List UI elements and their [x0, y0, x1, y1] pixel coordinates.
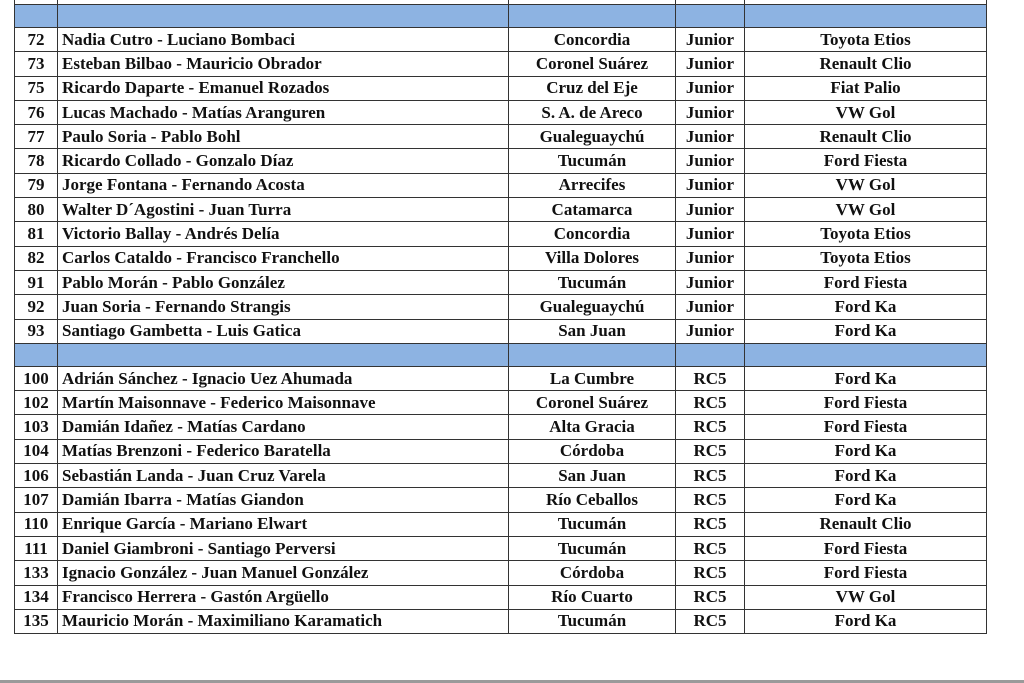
city-cell: Alta Gracia [509, 415, 676, 439]
crew-cell: Damián Ibarra - Matías Giandon [58, 488, 509, 512]
car-number-cell: 103 [15, 415, 58, 439]
car-model-cell: VW Gol [745, 173, 987, 197]
crew-cell: Daniel Giambroni - Santiago Perversi [58, 536, 509, 560]
car-number-cell: 107 [15, 488, 58, 512]
crew-cell: Sebastián Landa - Juan Cruz Varela [58, 464, 509, 488]
table-row [15, 536, 987, 560]
separator-cell [745, 5, 987, 28]
category-cell: RC5 [676, 391, 745, 415]
category-cell: Junior [676, 173, 745, 197]
car-number-cell: 100 [15, 366, 58, 390]
crew-cell: Martín Maisonnave - Federico Maisonnave [58, 391, 509, 415]
crew-cell: Adrián Sánchez - Ignacio Uez Ahumada [58, 366, 509, 390]
table-row [15, 415, 987, 439]
category-cell: Junior [676, 149, 745, 173]
crew-cell: Carlos Cataldo - Francisco Franchello [58, 246, 509, 270]
city-cell: Tucumán [509, 536, 676, 560]
car-number-cell: 72 [15, 28, 58, 52]
separator-cell [676, 5, 745, 28]
separator-cell [58, 343, 509, 366]
car-model-cell: Renault Clio [745, 512, 987, 536]
car-number-cell: 110 [15, 512, 58, 536]
table-row [15, 609, 987, 633]
table-row [15, 464, 987, 488]
city-cell: Concordia [509, 222, 676, 246]
separator-cell [15, 5, 58, 28]
category-cell: Junior [676, 198, 745, 222]
car-model-cell: Ford Ka [745, 439, 987, 463]
city-cell: Tucumán [509, 609, 676, 633]
car-model-cell: VW Gol [745, 100, 987, 124]
crew-cell: Paulo Soria - Pablo Bohl [58, 125, 509, 149]
table-row [15, 270, 987, 294]
crew-cell: Esteban Bilbao - Mauricio Obrador [58, 52, 509, 76]
car-model-cell: Ford Fiesta [745, 149, 987, 173]
table-row [15, 319, 987, 343]
category-cell: RC5 [676, 464, 745, 488]
car-model-cell: Ford Ka [745, 464, 987, 488]
car-number-cell: 91 [15, 270, 58, 294]
car-model-cell: Toyota Etios [745, 222, 987, 246]
city-cell: San Juan [509, 319, 676, 343]
table-row [15, 125, 987, 149]
crew-cell: Matías Brenzoni - Federico Baratella [58, 439, 509, 463]
city-cell: Río Ceballos [509, 488, 676, 512]
car-number-cell: 80 [15, 198, 58, 222]
category-cell: RC5 [676, 415, 745, 439]
car-number-cell: 73 [15, 52, 58, 76]
crew-cell: Victorio Ballay - Andrés Delía [58, 222, 509, 246]
table-row [15, 512, 987, 536]
table-row [15, 561, 987, 585]
table-row [15, 585, 987, 609]
table-row [15, 295, 987, 319]
car-number-cell: 75 [15, 76, 58, 100]
city-cell: Río Cuarto [509, 585, 676, 609]
table-row [15, 391, 987, 415]
city-cell: Catamarca [509, 198, 676, 222]
crew-cell: Damián Idañez - Matías Cardano [58, 415, 509, 439]
crew-cell: Mauricio Morán - Maximiliano Karamatich [58, 609, 509, 633]
category-cell: RC5 [676, 488, 745, 512]
category-cell: Junior [676, 125, 745, 149]
separator-cell [676, 343, 745, 366]
car-number-cell: 81 [15, 222, 58, 246]
category-cell: Junior [676, 52, 745, 76]
table-row [15, 366, 987, 390]
separator-cell [58, 5, 509, 28]
crew-cell: Jorge Fontana - Fernando Acosta [58, 173, 509, 197]
entry-list-body [15, 0, 987, 634]
city-cell: Córdoba [509, 439, 676, 463]
crew-cell: Ignacio González - Juan Manuel González [58, 561, 509, 585]
car-number-cell: 82 [15, 246, 58, 270]
category-separator-row [15, 5, 987, 28]
category-cell: Junior [676, 270, 745, 294]
crew-cell: Enrique García - Mariano Elwart [58, 512, 509, 536]
category-cell: Junior [676, 76, 745, 100]
car-model-cell: Ford Ka [745, 609, 987, 633]
category-cell: RC5 [676, 609, 745, 633]
car-number-cell: 93 [15, 319, 58, 343]
table-row [15, 149, 987, 173]
city-cell: Cruz del Eje [509, 76, 676, 100]
car-model-cell: Ford Ka [745, 366, 987, 390]
city-cell: La Cumbre [509, 366, 676, 390]
crew-cell: Walter D´Agostini - Juan Turra [58, 198, 509, 222]
table-row [15, 52, 987, 76]
category-cell: RC5 [676, 536, 745, 560]
car-model-cell: Ford Fiesta [745, 391, 987, 415]
city-cell: Concordia [509, 28, 676, 52]
separator-cell [15, 343, 58, 366]
separator-cell [509, 5, 676, 28]
category-cell: RC5 [676, 585, 745, 609]
entry-list-table-container [14, 0, 986, 634]
car-model-cell: Ford Ka [745, 295, 987, 319]
car-number-cell: 134 [15, 585, 58, 609]
car-model-cell: Renault Clio [745, 52, 987, 76]
city-cell: Arrecifes [509, 173, 676, 197]
crew-cell: Ricardo Daparte - Emanuel Rozados [58, 76, 509, 100]
car-model-cell: Ford Fiesta [745, 536, 987, 560]
category-cell: Junior [676, 100, 745, 124]
table-row [15, 222, 987, 246]
crew-cell: Lucas Machado - Matías Aranguren [58, 100, 509, 124]
city-cell: Tucumán [509, 512, 676, 536]
city-cell: San Juan [509, 464, 676, 488]
crew-cell: Ricardo Collado - Gonzalo Díaz [58, 149, 509, 173]
table-row [15, 198, 987, 222]
city-cell: Tucumán [509, 149, 676, 173]
category-cell: Junior [676, 246, 745, 270]
category-cell: RC5 [676, 439, 745, 463]
table-row [15, 100, 987, 124]
city-cell: Tucumán [509, 270, 676, 294]
city-cell: Gualeguaychú [509, 125, 676, 149]
car-model-cell: Ford Fiesta [745, 415, 987, 439]
car-model-cell: Ford Fiesta [745, 561, 987, 585]
car-model-cell: Fiat Palio [745, 76, 987, 100]
car-number-cell: 104 [15, 439, 58, 463]
table-row [15, 28, 987, 52]
car-model-cell: VW Gol [745, 198, 987, 222]
category-cell: Junior [676, 28, 745, 52]
car-number-cell: 77 [15, 125, 58, 149]
category-cell: RC5 [676, 512, 745, 536]
crew-cell: Francisco Herrera - Gastón Argüello [58, 585, 509, 609]
car-model-cell: Renault Clio [745, 125, 987, 149]
category-cell: Junior [676, 295, 745, 319]
crew-cell: Juan Soria - Fernando Strangis [58, 295, 509, 319]
city-cell: Villa Dolores [509, 246, 676, 270]
entry-list-table [14, 0, 987, 634]
car-model-cell: Ford Ka [745, 488, 987, 512]
crew-cell: Santiago Gambetta - Luis Gatica [58, 319, 509, 343]
category-cell: Junior [676, 319, 745, 343]
table-row [15, 439, 987, 463]
crew-cell: Pablo Morán - Pablo González [58, 270, 509, 294]
city-cell: Córdoba [509, 561, 676, 585]
car-number-cell: 133 [15, 561, 58, 585]
car-model-cell: Toyota Etios [745, 28, 987, 52]
car-model-cell: VW Gol [745, 585, 987, 609]
city-cell: S. A. de Areco [509, 100, 676, 124]
car-number-cell: 106 [15, 464, 58, 488]
city-cell: Coronel Suárez [509, 52, 676, 76]
table-row [15, 173, 987, 197]
table-row [15, 246, 987, 270]
city-cell: Gualeguaychú [509, 295, 676, 319]
separator-cell [509, 343, 676, 366]
category-cell: RC5 [676, 561, 745, 585]
separator-cell [745, 343, 987, 366]
car-number-cell: 78 [15, 149, 58, 173]
car-number-cell: 135 [15, 609, 58, 633]
car-number-cell: 79 [15, 173, 58, 197]
crew-cell: Nadia Cutro - Luciano Bombaci [58, 28, 509, 52]
car-number-cell: 92 [15, 295, 58, 319]
table-row [15, 76, 987, 100]
city-cell: Coronel Suárez [509, 391, 676, 415]
category-cell: RC5 [676, 366, 745, 390]
car-model-cell: Ford Fiesta [745, 270, 987, 294]
car-model-cell: Ford Ka [745, 319, 987, 343]
car-number-cell: 102 [15, 391, 58, 415]
car-number-cell: 111 [15, 536, 58, 560]
table-row [15, 488, 987, 512]
car-number-cell: 76 [15, 100, 58, 124]
category-separator-row [15, 343, 987, 366]
car-model-cell: Toyota Etios [745, 246, 987, 270]
category-cell: Junior [676, 222, 745, 246]
